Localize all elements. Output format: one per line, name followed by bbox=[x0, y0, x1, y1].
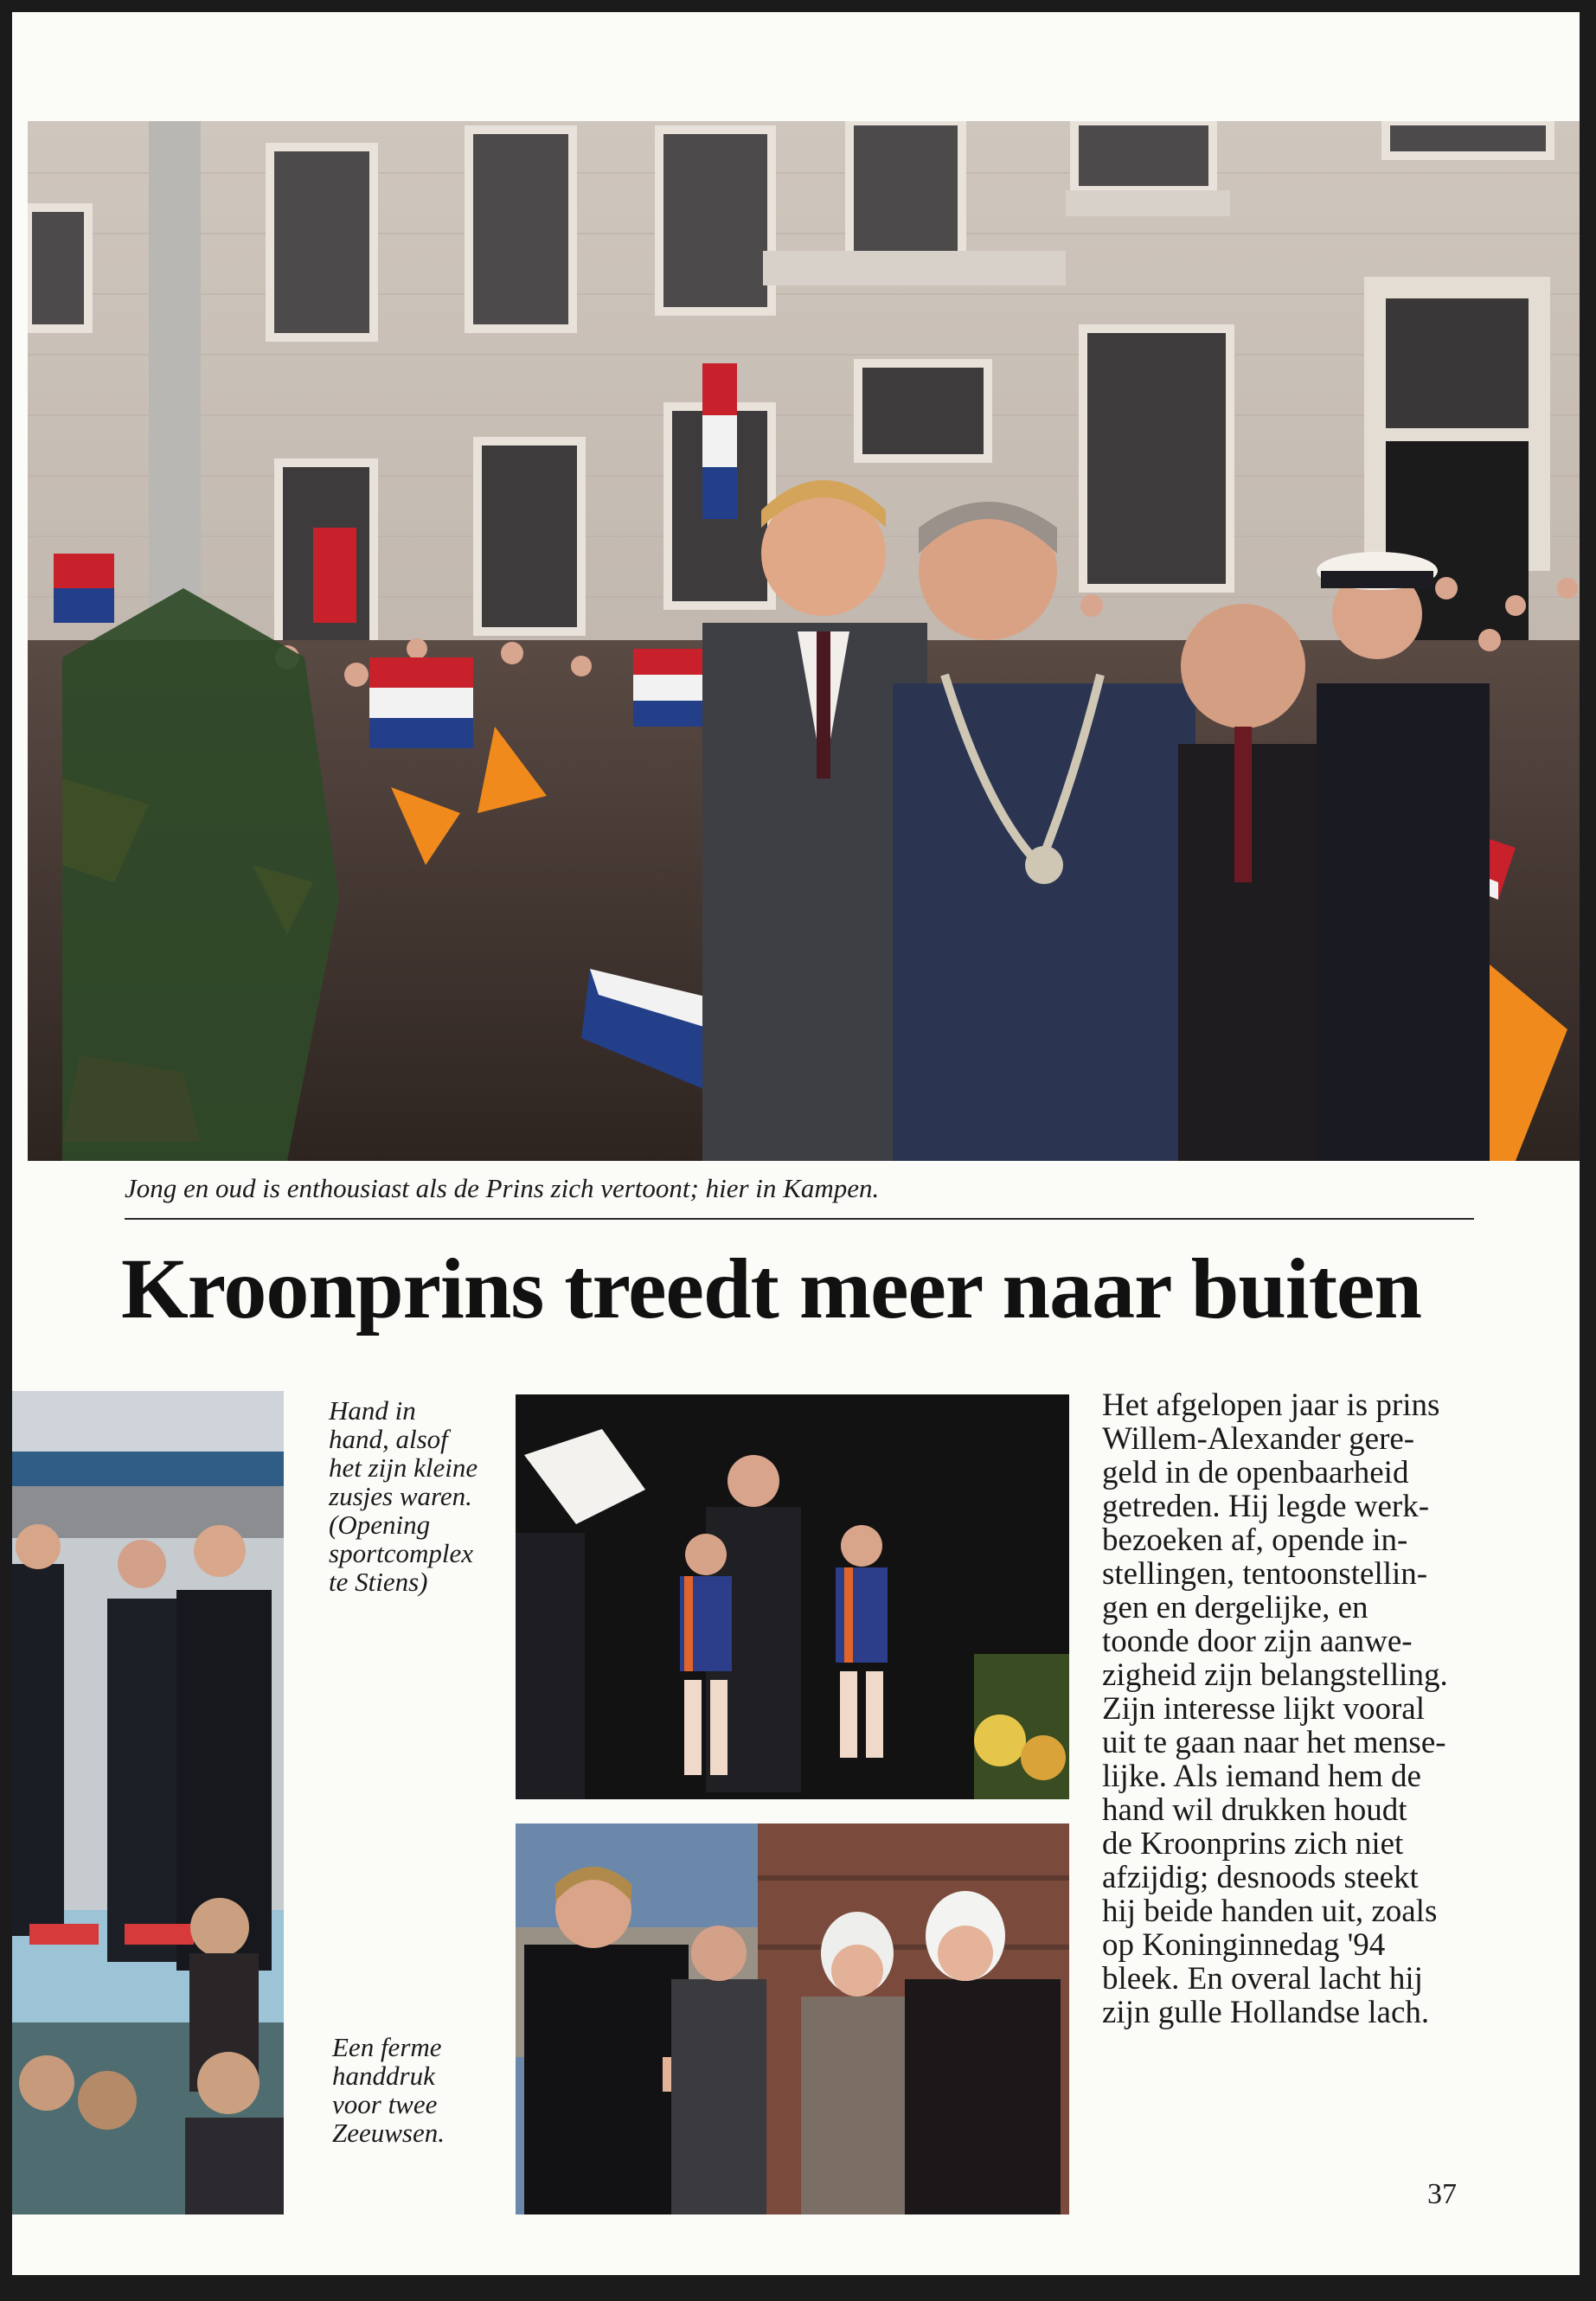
article-line: afzijdig; desnoods steekt bbox=[1102, 1860, 1419, 1895]
article-line: uit te gaan naar het mense- bbox=[1102, 1725, 1446, 1760]
magazine-page bbox=[12, 12, 1580, 2275]
caption-line: Hand in bbox=[329, 1395, 416, 1426]
article-line: stellingen, tentoonstellin- bbox=[1102, 1556, 1428, 1592]
main-photo-kampen bbox=[28, 121, 1580, 1161]
hand-in-hand-illustration bbox=[516, 1394, 1069, 1799]
caption-line: Zeeuwsen. bbox=[332, 2118, 445, 2148]
caption-line: te Stiens) bbox=[329, 1567, 428, 1597]
article-line: hand wil drukken houdt bbox=[1102, 1792, 1407, 1828]
caption-divider bbox=[125, 1218, 1474, 1220]
article-line: gen en dergelijke, en bbox=[1102, 1590, 1368, 1625]
photo-sportcomplex-stiens bbox=[12, 1391, 284, 2214]
article-line: bleek. En overal lacht hij bbox=[1102, 1961, 1423, 1997]
caption-line: het zijn kleine bbox=[329, 1452, 478, 1483]
caption-handshake bbox=[332, 2033, 445, 2147]
photo-hand-in-hand bbox=[516, 1394, 1069, 1799]
caption-line: sportcomplex bbox=[329, 1538, 474, 1568]
article-line: op Koninginnedag '94 bbox=[1102, 1927, 1386, 1963]
pool-photo-illustration bbox=[12, 1391, 284, 2214]
page-number: 37 bbox=[1427, 2178, 1457, 2210]
caption-line: hand, alsof bbox=[329, 1424, 448, 1454]
caption-line: (Opening bbox=[329, 1509, 431, 1540]
caption-line: zusjes waren. bbox=[329, 1481, 472, 1511]
article-body bbox=[1102, 1388, 1509, 2029]
article-line: lijke. Als iemand hem de bbox=[1102, 1759, 1421, 1794]
article-line: Het afgelopen jaar is prins bbox=[1102, 1388, 1440, 1423]
page-title: Kroonprins treedt meer naar buiten bbox=[121, 1240, 1422, 1336]
caption-line: voor twee bbox=[332, 2089, 438, 2119]
article-line: zijn gulle Hollandse lach. bbox=[1102, 1995, 1430, 2030]
article-line: zigheid zijn belangstelling. bbox=[1102, 1657, 1448, 1693]
article-line: bezoeken af, opende in- bbox=[1102, 1522, 1408, 1558]
article-line: hij beide handen uit, zoals bbox=[1102, 1894, 1438, 1929]
article-line: Zijn interesse lijkt vooral bbox=[1102, 1691, 1425, 1727]
article-line: Willem-Alexander gere- bbox=[1102, 1421, 1415, 1457]
caption-line: Een ferme bbox=[332, 2032, 442, 2062]
article-line: toonde door zijn aanwe- bbox=[1102, 1624, 1413, 1659]
caption-hand-in-hand bbox=[329, 1396, 478, 1596]
article-line: de Kroonprins zich niet bbox=[1102, 1826, 1404, 1862]
article-line: getreden. Hij legde werk- bbox=[1102, 1489, 1430, 1524]
main-photo-illustration bbox=[28, 121, 1580, 1161]
article-line: geld in de openbaarheid bbox=[1102, 1455, 1409, 1490]
main-photo-caption: Jong en oud is enthousiast als de Prins zich vertoont; hier in Kampen. bbox=[125, 1173, 880, 1203]
photo-handshake-zeeuwsen bbox=[516, 1823, 1069, 2214]
handshake-illustration bbox=[516, 1823, 1069, 2214]
caption-line: handdruk bbox=[332, 2061, 435, 2091]
